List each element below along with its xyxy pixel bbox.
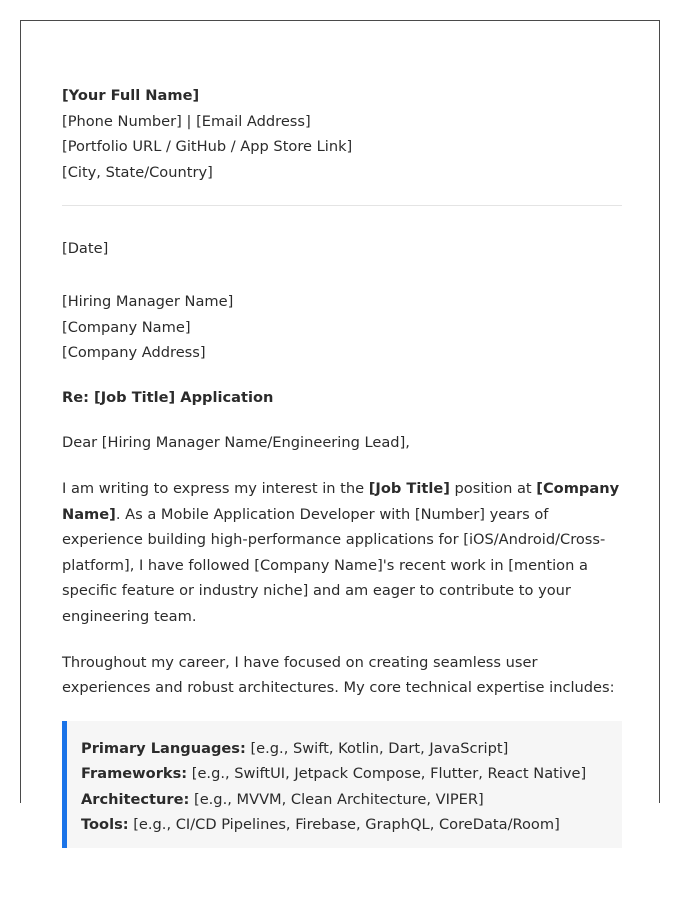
document-page [20,20,660,834]
sender-header [62,83,622,185]
skill-value: [e.g., Swift, Kotlin, Dart, JavaScript] [245,739,509,757]
recipient-address: [Company Address] [62,344,206,362]
salutation: Dear [Hiring Manager Name/Engineering Lead], [62,434,410,452]
skill-value: [e.g., MVVM, Clean Architecture, VIPER] [189,790,484,808]
letter-date: [Date] [62,240,109,258]
subject-line: Re: [Job Title] Application [62,388,274,406]
skill-label: Tools: [81,816,129,834]
skills-callout [62,721,622,848]
skill-label: Primary Languages: [81,739,246,757]
skill-item [81,736,606,762]
intro-paragraph [62,476,622,630]
skill-label: Frameworks: [81,765,188,783]
expertise-paragraph: Throughout my career, I have focused on creating seamless user experiences and robust architectures. My core technical expertise includes: [62,653,615,697]
intro-job-title: [Job Title] [368,479,450,497]
intro-text-3: . As a Mobile Application Developer with [Number] years of experience building high-performance applications for [iOS/Android/Cross-platform], I have followed [Company Name]'s recent work in [mention a specific feature or industry niche] and am eager to contribute to your engineering team. [62,505,606,625]
recipient-company: [Company Name] [62,318,191,336]
sender-portfolio: [Portfolio URL / GitHub / App Store Link] [62,138,353,156]
contact-separator: | [181,112,197,130]
sender-email: [Email Address] [196,112,311,130]
recipient-block [62,289,622,366]
cover-letter-body [62,83,622,848]
skill-value: [e.g., CI/CD Pipelines, Firebase, GraphQL, CoreData/Room] [128,816,560,834]
intro-text-2: position at [449,479,537,497]
intro-text-1: I am writing to express my interest in the [62,479,369,497]
skill-item [81,761,606,787]
recipient-manager: [Hiring Manager Name] [62,292,234,310]
sender-name: [Your Full Name] [62,87,200,104]
skill-item [81,787,606,813]
sender-contact [62,109,622,135]
skill-value: [e.g., SwiftUI, Jetpack Compose, Flutter, React Native] [187,765,587,783]
intro-company: [Company Name] [62,479,620,523]
skill-label: Architecture: [81,790,190,808]
sender-phone: [Phone Number] [62,112,182,130]
skill-item [81,812,606,838]
sender-location: [City, State/Country] [62,163,213,181]
header-divider [62,205,622,206]
